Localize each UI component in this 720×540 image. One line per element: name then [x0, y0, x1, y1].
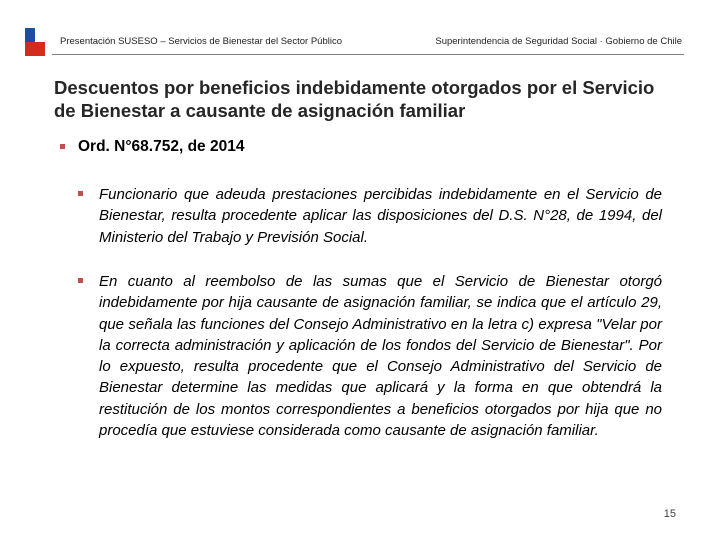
flag-blue-field	[25, 28, 35, 42]
page-number: 15	[663, 508, 676, 520]
bullet-level2-text: Funcionario que adeuda prestaciones percibidas indebidamente en el Servicio de Bienestar, resulta procedente aplicar las disposiciones del D.S. N°28, de 1994, del Ministerio del Trabajo y Previsión Social.	[99, 186, 662, 246]
bullet-level2-text: En cuanto al reembolso de las sumas que el Servicio de Bienestar otorgó indebidamente por hija causante de asignación familiar, se indica que el artículo 29, que señala las funciones del Consejo Administrativo en la letra c) expresa "Velar por la correcta administración y aplicación de los fondos del Servicio de Bienestar". Por lo expuesto, resulta procedente que el Consejo Administrativo del Servicio de Bienestar determine las medidas que aplicará y la forma en que obtendrá la restitución de los montos correspondientes a beneficios otorgados por hija que no procedía que estuviese considerada como causante de asignación familiar.	[99, 273, 662, 440]
bullet-level1	[60, 137, 244, 157]
flag-white-field	[35, 28, 45, 42]
bullet-level1-text: Ord. N°68.752, de 2014	[78, 138, 245, 155]
bullet-square-icon	[78, 191, 83, 196]
slide-title: Descuentos por beneficios indebidamente otorgados por el Servicio de Bienestar a causante de asignación familiar	[54, 77, 655, 121]
bullet-level2-item	[78, 271, 662, 441]
bullet-square-icon	[78, 278, 83, 283]
chile-flag-icon	[25, 28, 45, 56]
bullet-square-icon	[60, 144, 65, 149]
header-divider	[52, 54, 684, 55]
bullet-level2-item	[78, 184, 662, 248]
header-left-text: Presentación SUSESO – Servicios de Bienestar del Sector Público	[60, 36, 342, 47]
flag-red-field	[25, 42, 45, 56]
header-right-text: Superintendencia de Seguridad Social · Gobierno de Chile	[435, 36, 682, 47]
